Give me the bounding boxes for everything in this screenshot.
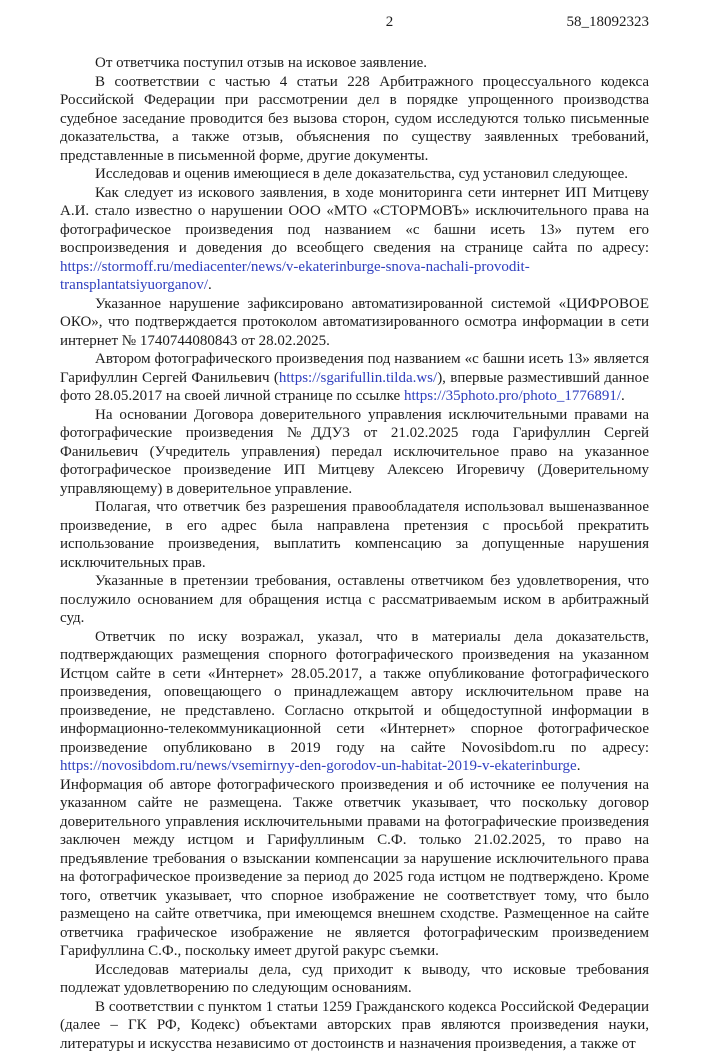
paragraph: Ответчик по иску возражал, указал, что в материалы дела доказательств, подтверждающих размещения спорного фотографического произведения на указанном Истцом сайте в сети «Интернет» 28.05.2017, а также опубликование фотографического произведения, оповещающего о принадлежащем автору исключительном праве на произведение, не представлено. Согласно открытой и общедоступной информации в информационно-телекоммуникационной сети «Интернет» спорное фотографическое произведение опубликовано в 2019 году на сайте Novosibdom.ru по адресу: https://novosibdom.ru/news/vsemirnyy-den-gorodov-un-habitat-2019-v-ekaterinburge. Информация об авторе фотографического произведения и об источнике ее получения на указанном сайте не размещена. Также ответчик указывает, что поскольку договор доверительного управления исключительными правами на фотографические произведения заключен между истцом и Гарифуллиным С.Ф. только 21.02.2025, то право на предъявление требования о взыскании компенсации за нарушение исключительного права на фотографическое произведение за период до 2025 года истцом не подтверждено. Кроме того, ответчик указывает, что спорное изображение не соответствует тому, что было размещено на сайте ответчика, при имеющемся внешнем сходстве. Размещенное на сайте ответчика графическое изображение не является фотографическим произведением Гарифуллина С.Ф., поскольку имеет другой ракурс съемки. <box>60 628 649 961</box>
hyperlink[interactable]: https://novosibdom.ru/news/vsemirnyy-den-gorodov-un-habitat-2019-v-ekaterinburge <box>60 758 577 774</box>
paragraph: Автором фотографического произведения под названием «с башни исеть 13» является Гарифуллин Сергей Фанильевич (https://sgarifullin.tilda.ws/), впервые разместивший данное фото 28.05.2017 на своей личной странице по ссылке https://35photo.pro/photo_1776891/. <box>60 350 649 406</box>
paragraph: Полагая, что ответчик без разрешения правообладателя использовал вышеназванное произведение, в его адрес была направлена претензия с просьбой прекратить использование произведения, выплатить компенсацию за допущенные нарушения исключительных прав. <box>60 498 649 572</box>
document-body <box>0 33 709 1053</box>
paragraph: Исследовав материалы дела, суд приходит к выводу, что исковые требования подлежат удовлетворению по следующим основаниям. <box>60 961 649 998</box>
hyperlink[interactable]: https://stormoff.ru/mediacenter/news/v-ekaterinburge-snova-nachali-provodit-transplantatsiyuorganov/ <box>60 259 530 294</box>
paragraph: Исследовав и оценив имеющиеся в деле доказательства, суд установил следующее. <box>60 165 649 184</box>
paragraph: На основании Договора доверительного управления исключительными правами на фотографические произведения №ДДУ3 от 21.02.2025 года Гарифуллин Сергей Фанильевич (Учредитель управления) передал исключительное право на указанное фотографическое произведение ИП Митцеву Алексею Игоревичу (Доверительному управляющему) в доверительное управление. <box>60 406 649 499</box>
hyperlink[interactable]: https://35photo.pro/photo_1776891/ <box>404 388 621 404</box>
page-number: 2 <box>70 13 709 31</box>
paragraph: В соответствии с пунктом 1 статьи 1259 Гражданского кодекса Российской Федерации (далее – ГК РФ, Кодекс) объектами авторских прав являются произведения науки, литературы и искусства независимо от достоинств и назначения произведения, а также от <box>60 998 649 1053</box>
paragraph: От ответчика поступил отзыв на исковое заявление. <box>60 54 649 73</box>
document-id: 58_18092323 <box>567 13 650 31</box>
paragraph: Указанное нарушение зафиксировано автоматизированной системой «ЦИФРОВОЕ ОКО», что подтверждается протоколом автоматизированного осмотра информации в сети интернет № 1740744080843 от 28.02.2025. <box>60 295 649 351</box>
hyperlink[interactable]: https://sgarifullin.tilda.ws/ <box>279 370 437 386</box>
paragraph: В соответствии с частью 4 статьи 228 Арбитражного процессуального кодекса Российской Федерации при рассмотрении дел в порядке упрощенного производства судебное заседание проводится без вызова сторон, судом исследуются только письменные доказательства, а также отзыв, объяснения по существу заявленных требований, представленные в письменной форме, другие документы. <box>60 73 649 166</box>
page-header <box>0 0 709 33</box>
paragraph: Как следует из искового заявления, в ходе мониторинга сети интернет ИП Митцеву А.И. стало известно о нарушении ООО «МТО «СТОРМОВЪ» исключительного права на фотографическое произведения под названием «с башни исеть 13» путем его воспроизведения и доведения до всеобщего сведения на странице сайта по адресу: https://stormoff.ru/mediacenter/news/v-ekaterinburge-snova-nachali-provodit-transplantatsiyuorganov/. <box>60 184 649 295</box>
paragraph: Указанные в претензии требования, оставлены ответчиком без удовлетворения, что послужило основанием для обращения истца с рассматриваемым иском в арбитражный суд. <box>60 572 649 628</box>
